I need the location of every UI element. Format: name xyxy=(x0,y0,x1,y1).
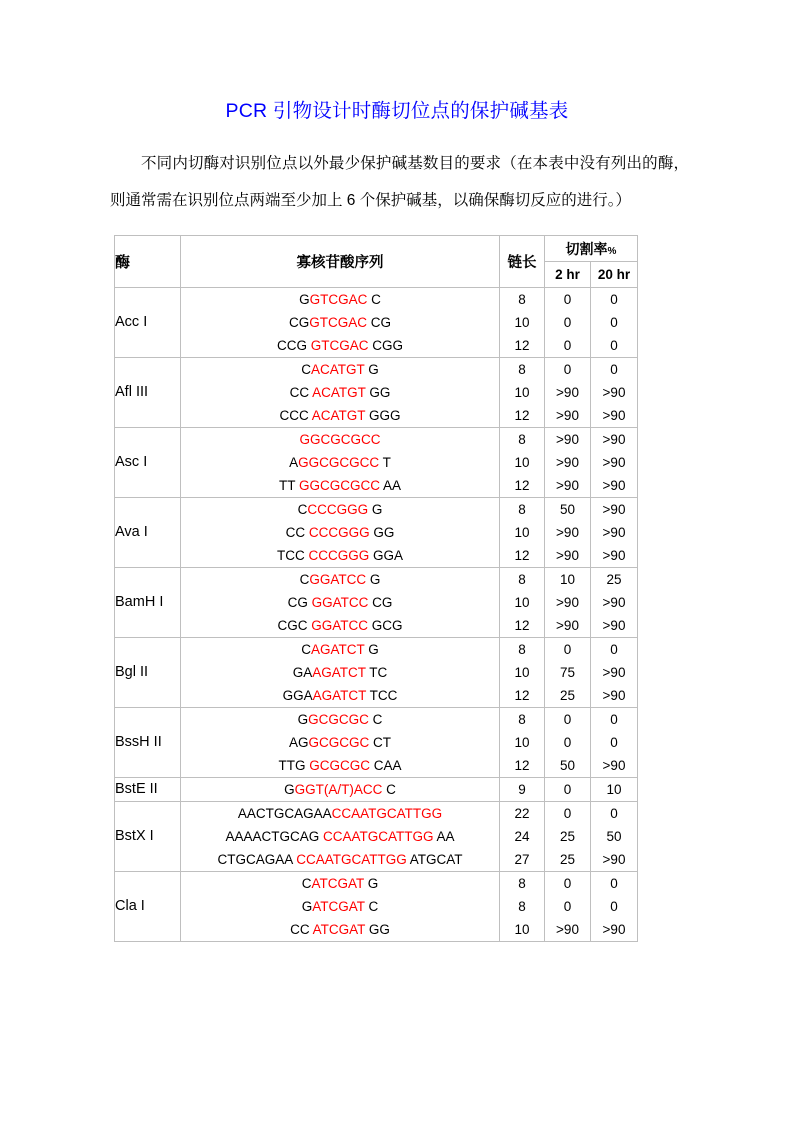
chain-length-value: 12 xyxy=(514,618,530,634)
cleavage-20hr-cell xyxy=(591,778,638,802)
cleavage-rate-label: 切割率 xyxy=(565,240,608,257)
table-row xyxy=(115,778,638,802)
chain-length-value: 8 xyxy=(518,292,526,308)
cleavage-20hr-value: 0 xyxy=(610,642,618,658)
flanking-bases-left: GGA xyxy=(282,688,313,704)
enzyme-name-cell: Acc I xyxy=(115,288,181,358)
flanking-bases-left: AG xyxy=(288,735,309,751)
oligo-sequence-line xyxy=(181,778,499,801)
cleavage-20hr-value: 0 xyxy=(610,899,618,915)
oligo-sequence-line xyxy=(181,872,499,895)
flanking-bases-left: GA xyxy=(292,665,313,681)
flanking-bases-right: CAA xyxy=(369,758,402,774)
oligo-sequence-cell xyxy=(181,288,500,358)
cleavage-20hr-value: >90 xyxy=(602,618,626,634)
cleavage-2hr-value: 25 xyxy=(559,852,576,868)
flanking-bases-left: G xyxy=(284,782,295,798)
enzyme-name-cell: Ava I xyxy=(115,498,181,568)
cleavage-20hr-value: >90 xyxy=(602,385,626,401)
oligo-sequence-line xyxy=(181,918,499,941)
flanking-bases-left: CC xyxy=(290,922,313,938)
cleavage-20hr-value: >90 xyxy=(602,408,626,424)
flanking-bases-left: CC xyxy=(289,385,313,401)
oligo-sequence-cell xyxy=(181,708,500,778)
flanking-bases-left: CG xyxy=(288,315,310,331)
oligo-sequence-line xyxy=(181,544,499,567)
enzyme-name-cell: BssH II xyxy=(115,708,181,778)
chain-length-value: 12 xyxy=(514,408,530,424)
oligo-sequence-cell xyxy=(181,428,500,498)
chain-length-cell xyxy=(500,638,545,708)
cleavage-20hr-value: 25 xyxy=(606,572,622,588)
flanking-bases-left: AAAACTGCAG xyxy=(225,829,323,845)
flanking-bases-right: G xyxy=(364,876,379,892)
recognition-site: AGATCT xyxy=(310,642,365,658)
cleavage-2hr-value: >90 xyxy=(556,618,579,634)
table-row xyxy=(115,872,638,942)
column-header-cleavage-rate xyxy=(545,236,638,262)
flanking-bases-right: TCC xyxy=(366,688,398,704)
recognition-site: GGCGCGCC xyxy=(298,478,380,494)
cleavage-2hr-value: >90 xyxy=(556,525,579,541)
cleavage-20hr-value: 0 xyxy=(610,876,618,892)
recognition-site: ATCGAT xyxy=(311,876,364,892)
oligo-sequence-cell xyxy=(181,498,500,568)
recognition-site: ACATGT xyxy=(310,362,365,378)
flanking-bases-left: CCC xyxy=(279,408,312,424)
cleavage-2hr-value: 0 xyxy=(563,292,572,308)
cleavage-20hr-value: >90 xyxy=(602,432,626,448)
table-head xyxy=(115,236,638,288)
flanking-bases-left: C xyxy=(299,572,310,588)
cleavage-2hr-value: 25 xyxy=(559,688,576,704)
cleavage-2hr-value: 0 xyxy=(563,338,572,354)
flanking-bases-right: G xyxy=(366,572,381,588)
cleavage-20hr-cell xyxy=(591,498,638,568)
oligo-sequence-line xyxy=(181,381,499,404)
oligo-sequence-line xyxy=(181,848,499,871)
chain-length-value: 12 xyxy=(514,338,530,354)
oligo-sequence-line xyxy=(181,731,499,754)
oligo-sequence-cell xyxy=(181,802,500,872)
flanking-bases-right: ATGCAT xyxy=(406,852,463,868)
cleavage-2hr-value: 0 xyxy=(563,899,572,915)
flanking-bases-right: CG xyxy=(367,315,392,331)
cleavage-20hr-value: 0 xyxy=(610,292,618,308)
flanking-bases-right: CG xyxy=(368,595,393,611)
column-header-length: 链长 xyxy=(500,236,545,288)
column-header-sequence: 寡核苷酸序列 xyxy=(181,236,500,288)
cleavage-20hr-value: >90 xyxy=(602,478,626,494)
cleavage-20hr-cell xyxy=(591,708,638,778)
chain-length-value: 27 xyxy=(514,852,530,868)
recognition-site: GGATCC xyxy=(309,572,367,588)
cleavage-20hr-value: >90 xyxy=(602,852,626,868)
cleavage-20hr-cell xyxy=(591,568,638,638)
protective-bases-table xyxy=(114,235,638,942)
oligo-sequence-line xyxy=(181,288,499,311)
recognition-site: CCCGGG xyxy=(308,548,370,564)
cleavage-20hr-value: 0 xyxy=(610,712,618,728)
recognition-site: CCAATGCATTGG xyxy=(296,852,407,868)
cleavage-20hr-value: 0 xyxy=(610,362,618,378)
flanking-bases-right: GCG xyxy=(367,618,403,634)
recognition-site: GTCGAC xyxy=(310,338,369,354)
chain-length-value: 10 xyxy=(514,735,530,751)
flanking-bases-right: G xyxy=(364,642,379,658)
chain-length-cell xyxy=(500,498,545,568)
table-row xyxy=(115,568,638,638)
cleavage-2hr-cell xyxy=(545,498,591,568)
recognition-site: GGCGCGCC xyxy=(299,432,381,448)
cleavage-2hr-cell xyxy=(545,872,591,942)
cleavage-2hr-cell xyxy=(545,778,591,802)
flanking-bases-right: G xyxy=(364,362,379,378)
oligo-sequence-line xyxy=(181,754,499,777)
oligo-sequence-line xyxy=(181,311,499,334)
cleavage-2hr-cell xyxy=(545,428,591,498)
cleavage-20hr-value: >90 xyxy=(602,548,626,564)
cleavage-2hr-value: >90 xyxy=(556,478,579,494)
cleavage-20hr-value: 0 xyxy=(610,806,618,822)
cleavage-2hr-value: 75 xyxy=(559,665,576,681)
flanking-bases-right: C xyxy=(382,782,396,798)
table-row xyxy=(115,638,638,708)
recognition-site: GGATCC xyxy=(311,595,369,611)
oligo-sequence-line xyxy=(181,638,499,661)
oligo-sequence-line xyxy=(181,498,499,521)
cleavage-2hr-value: 0 xyxy=(563,712,572,728)
cleavage-2hr-value: 50 xyxy=(559,758,576,774)
cleavage-2hr-value: 0 xyxy=(563,735,572,751)
table-row xyxy=(115,708,638,778)
cleavage-2hr-value: 0 xyxy=(563,876,572,892)
table-row xyxy=(115,802,638,872)
chain-length-value: 10 xyxy=(514,455,530,471)
flanking-bases-right: GG xyxy=(365,922,390,938)
flanking-bases-right: C xyxy=(368,712,383,728)
oligo-sequence-line xyxy=(181,568,499,591)
oligo-sequence-cell xyxy=(181,778,500,802)
chain-length-cell xyxy=(500,358,545,428)
cleavage-20hr-value: >90 xyxy=(602,665,626,681)
flanking-bases-right: C xyxy=(364,899,379,915)
recognition-site: GGT(A/T)ACC xyxy=(294,782,383,798)
recognition-site: CCCGGG xyxy=(307,502,369,518)
flanking-bases-left: CCG xyxy=(276,338,311,354)
cleavage-2hr-cell xyxy=(545,358,591,428)
cleavage-20hr-cell xyxy=(591,872,638,942)
chain-length-value: 8 xyxy=(518,502,526,518)
flanking-bases-left: A xyxy=(289,455,299,471)
chain-length-value: 8 xyxy=(518,362,526,378)
table-row xyxy=(115,288,638,358)
chain-length-value: 12 xyxy=(514,758,530,774)
oligo-sequence-cell xyxy=(181,638,500,708)
chain-length-value: 12 xyxy=(514,548,530,564)
flanking-bases-right: AA xyxy=(379,478,401,494)
cleavage-2hr-value: 0 xyxy=(563,315,572,331)
cleavage-2hr-cell xyxy=(545,288,591,358)
enzyme-name-cell: Cla I xyxy=(115,872,181,942)
flanking-bases-left: G xyxy=(299,292,310,308)
recognition-site: AGATCT xyxy=(312,665,366,681)
recognition-site: ATCGAT xyxy=(312,899,365,915)
flanking-bases-left: C xyxy=(301,642,311,658)
cleavage-20hr-value: >90 xyxy=(602,922,626,938)
column-header-2hr: 2 hr xyxy=(545,262,591,288)
flanking-bases-left: G xyxy=(297,712,309,728)
cleavage-20hr-value: >90 xyxy=(602,688,626,704)
flanking-bases-right: CGG xyxy=(368,338,404,354)
cleavage-20hr-value: >90 xyxy=(602,595,626,611)
oligo-sequence-line xyxy=(181,895,499,918)
percent-sign: % xyxy=(607,245,617,257)
enzyme-name-cell: BstE II xyxy=(115,778,181,802)
recognition-site: GCGCGC xyxy=(309,758,370,774)
recognition-site: GCGCGC xyxy=(308,735,370,751)
recognition-site: CCCGGG xyxy=(308,525,370,541)
oligo-sequence-line xyxy=(181,661,499,684)
recognition-site: GGCGCGCC xyxy=(298,455,380,471)
oligo-sequence-cell xyxy=(181,568,500,638)
enzyme-name-cell: Asc I xyxy=(115,428,181,498)
chain-length-cell xyxy=(500,288,545,358)
flanking-bases-right: GG xyxy=(369,525,395,541)
oligo-sequence-line xyxy=(181,521,499,544)
oligo-sequence-line xyxy=(181,802,499,825)
oligo-sequence-line xyxy=(181,614,499,637)
cleavage-2hr-value: >90 xyxy=(556,595,579,611)
cleavage-2hr-value: >90 xyxy=(556,548,579,564)
cleavage-20hr-value: 0 xyxy=(610,315,618,331)
cleavage-2hr-cell xyxy=(545,708,591,778)
oligo-sequence-line xyxy=(181,334,499,357)
chain-length-cell xyxy=(500,568,545,638)
page-title: PCR 引物设计时酶切位点的保护碱基表 xyxy=(225,100,569,122)
cleavage-20hr-value: >90 xyxy=(602,455,626,471)
chain-length-value: 8 xyxy=(518,572,526,588)
cleavage-2hr-value: >90 xyxy=(556,455,579,471)
cleavage-20hr-cell xyxy=(591,428,638,498)
flanking-bases-left: AACTGCAGAA xyxy=(237,806,332,822)
chain-length-cell xyxy=(500,802,545,872)
oligo-sequence-line xyxy=(181,451,499,474)
cleavage-2hr-value: 10 xyxy=(559,572,576,588)
flanking-bases-left: C xyxy=(301,876,312,892)
chain-length-value: 8 xyxy=(518,642,526,658)
recognition-site: GTCGAC xyxy=(309,292,368,308)
recognition-site: GGATCC xyxy=(311,618,368,634)
oligo-sequence-line xyxy=(181,428,499,451)
enzyme-name-cell: BstX I xyxy=(115,802,181,872)
chain-length-value: 10 xyxy=(514,595,530,611)
cleavage-20hr-value: 0 xyxy=(610,338,618,354)
cleavage-2hr-cell xyxy=(545,802,591,872)
recognition-site: AGATCT xyxy=(312,688,367,704)
column-header-enzyme: 酶 xyxy=(115,236,181,288)
cleavage-2hr-value: >90 xyxy=(556,922,579,938)
chain-length-value: 8 xyxy=(518,712,526,728)
enzyme-name-cell: Afl III xyxy=(115,358,181,428)
cleavage-2hr-value: 25 xyxy=(559,829,576,845)
chain-length-cell xyxy=(500,778,545,802)
enzyme-name-cell: BamH I xyxy=(115,568,181,638)
recognition-site: ATCGAT xyxy=(312,922,366,938)
recognition-site: GTCGAC xyxy=(309,315,367,331)
oligo-sequence-line xyxy=(181,825,499,848)
cleavage-2hr-value: 0 xyxy=(563,362,572,378)
flanking-bases-left: TCC xyxy=(276,548,309,564)
chain-length-cell xyxy=(500,708,545,778)
cleavage-20hr-cell xyxy=(591,802,638,872)
recognition-site: ACATGT xyxy=(311,408,366,424)
oligo-sequence-line xyxy=(181,684,499,707)
flanking-bases-right: GGA xyxy=(369,548,403,564)
flanking-bases-left: TT xyxy=(278,478,299,494)
flanking-bases-right: C xyxy=(367,292,381,308)
recognition-site: CCAATGCATTGG xyxy=(323,829,434,845)
cleavage-2hr-value: 0 xyxy=(563,642,572,658)
cleavage-20hr-value: >90 xyxy=(602,525,626,541)
cleavage-20hr-cell xyxy=(591,638,638,708)
oligo-sequence-line xyxy=(181,404,499,427)
enzyme-table-container xyxy=(0,219,794,942)
table-row xyxy=(115,498,638,568)
flanking-bases-left: CTGCAGAA xyxy=(217,852,297,868)
chain-length-value: 10 xyxy=(514,315,530,331)
chain-length-value: 8 xyxy=(518,876,526,892)
flanking-bases-left: CGC xyxy=(277,618,312,634)
recognition-site: GCGCGC xyxy=(308,712,369,728)
chain-length-value: 8 xyxy=(518,432,526,448)
cleavage-20hr-value: 50 xyxy=(606,829,622,845)
cleavage-2hr-cell xyxy=(545,568,591,638)
cleavage-20hr-value: >90 xyxy=(602,502,626,518)
cleavage-2hr-value: 0 xyxy=(563,806,572,822)
recognition-site: CCAATGCATTGG xyxy=(331,806,443,822)
flanking-bases-left: G xyxy=(301,899,313,915)
flanking-bases-left: C xyxy=(301,362,311,378)
flanking-bases-right: T xyxy=(379,455,391,471)
intro-paragraph: 不同内切酶对识别位点以外最少保护碱基数目的要求（在本表中没有列出的酶，则通常需在识别位点两端至少加上 6 个保护碱基，以确保酶切反应的进行。） xyxy=(110,155,689,210)
cleavage-20hr-value: 0 xyxy=(610,735,618,751)
cleavage-2hr-cell xyxy=(545,638,591,708)
chain-length-value: 10 xyxy=(514,385,530,401)
cleavage-2hr-value: 0 xyxy=(563,782,572,798)
table-header-row-1 xyxy=(115,236,638,262)
cleavage-2hr-value: >90 xyxy=(556,408,579,424)
chain-length-value: 8 xyxy=(518,899,526,915)
table-row xyxy=(115,428,638,498)
cleavage-20hr-value: >90 xyxy=(602,758,626,774)
table-body xyxy=(115,288,638,942)
oligo-sequence-line xyxy=(181,474,499,497)
oligo-sequence-cell xyxy=(181,358,500,428)
flanking-bases-right: AA xyxy=(433,829,455,845)
recognition-site: ACATGT xyxy=(312,385,366,401)
flanking-bases-right: GG xyxy=(365,385,391,401)
chain-length-value: 10 xyxy=(514,665,530,681)
oligo-sequence-line xyxy=(181,591,499,614)
flanking-bases-right: CT xyxy=(369,735,391,751)
chain-length-cell xyxy=(500,428,545,498)
cleavage-2hr-value: >90 xyxy=(556,432,579,448)
oligo-sequence-line xyxy=(181,708,499,731)
chain-length-value: 9 xyxy=(518,782,526,798)
chain-length-value: 10 xyxy=(514,525,530,541)
flanking-bases-left: C xyxy=(297,502,308,518)
flanking-bases-right: TC xyxy=(365,665,388,681)
flanking-bases-left: CC xyxy=(285,525,309,541)
chain-length-value: 10 xyxy=(514,922,530,938)
cleavage-20hr-value: 10 xyxy=(606,782,622,798)
chain-length-value: 12 xyxy=(514,688,530,704)
chain-length-value: 12 xyxy=(514,478,530,494)
chain-length-cell xyxy=(500,872,545,942)
flanking-bases-right: G xyxy=(368,502,383,518)
oligo-sequence-line xyxy=(181,358,499,381)
column-header-20hr: 20 hr xyxy=(591,262,638,288)
flanking-bases-right: GGG xyxy=(365,408,401,424)
flanking-bases-left: TTG xyxy=(278,758,310,774)
table-row xyxy=(115,358,638,428)
cleavage-20hr-cell xyxy=(591,288,638,358)
cleavage-20hr-cell xyxy=(591,358,638,428)
cleavage-2hr-value: >90 xyxy=(556,385,579,401)
oligo-sequence-cell xyxy=(181,872,500,942)
flanking-bases-left: CG xyxy=(287,595,312,611)
enzyme-name-cell: Bgl II xyxy=(115,638,181,708)
cleavage-2hr-value: 50 xyxy=(559,502,576,518)
chain-length-value: 24 xyxy=(514,829,530,845)
chain-length-value: 22 xyxy=(514,806,530,822)
